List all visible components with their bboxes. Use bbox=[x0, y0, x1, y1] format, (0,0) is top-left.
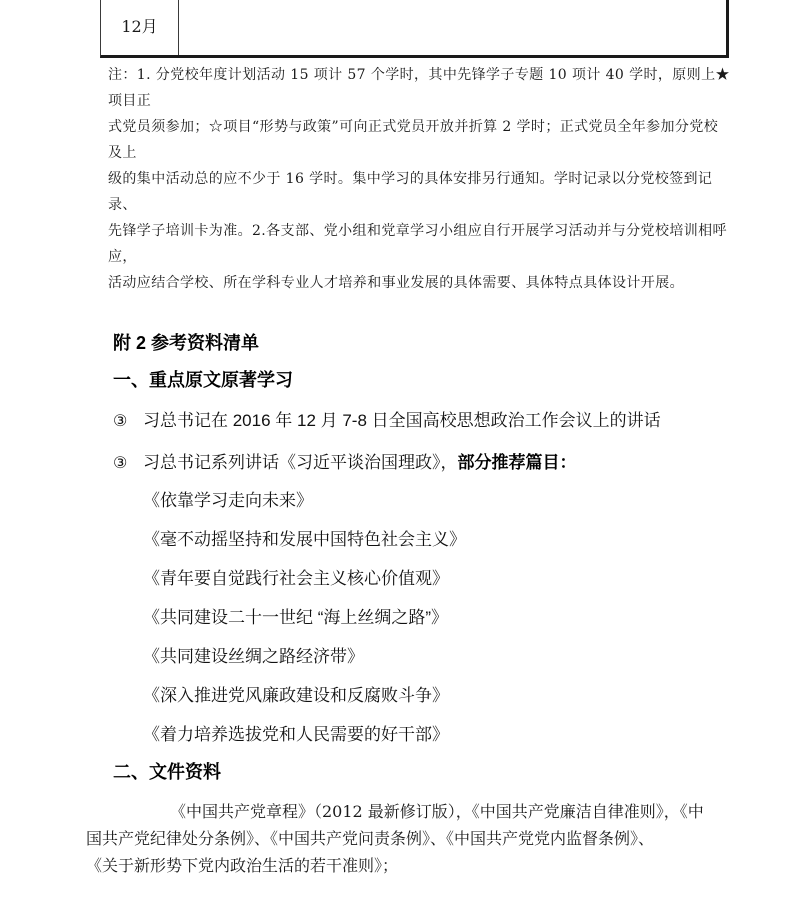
list-item bbox=[113, 448, 577, 473]
note-line: 先锋学子培训卡为准。2.各支部、党小组和党章学习小组应自行开展学习活动并与分党校培训相呼应， bbox=[108, 223, 727, 265]
reference-title: 《共同建设二十一世纪 “海上丝绸之路”》 bbox=[143, 608, 449, 627]
note-line: 式党员须参加；☆项目“形势与政策”可向正式党员开放并折算 2 学时；正式党员全年参加分党校及上 bbox=[108, 119, 719, 161]
appendix-title: 附 2 参考资料清单 bbox=[113, 333, 260, 353]
section1-heading: 一、重点原文原著学习 bbox=[113, 370, 293, 390]
note-line: 级的集中活动总的应不少于 16 学时。集中学习的具体安排另行通知。学时记录以分党校签到记录、 bbox=[108, 171, 713, 213]
table-column-divider bbox=[178, 0, 179, 55]
note-line: 注：1. 分党校年度计划活动 15 项计 57 个学时，其中先锋学子专题 10 项计 40 学时，原则上★项目正 bbox=[108, 67, 730, 109]
schedule-table-fragment bbox=[100, 0, 729, 58]
list-item bbox=[113, 406, 661, 431]
reference-title: 《依靠学习走向未来》 bbox=[143, 491, 313, 510]
note-paragraph bbox=[108, 62, 730, 296]
list-item-text: 习总书记系列讲话《习近平谈治国理政》， bbox=[143, 453, 458, 472]
reference-title: 《毫不动摇坚持和发展中国特色社会主义》 bbox=[143, 530, 466, 549]
reference-title: 《着力培养选拔党和人民需要的好干部》 bbox=[143, 725, 449, 744]
note-line: 活动应结合学校、所在学科专业人才培养和事业发展的具体需要、具体特点具体设计开展。 bbox=[108, 275, 684, 291]
reference-title: 《共同建设丝绸之路经济带》 bbox=[143, 647, 364, 666]
reference-title: 《深入推进党风廉政建设和反腐败斗争》 bbox=[143, 686, 449, 705]
circled-number-icon: ③ bbox=[113, 455, 128, 472]
documents-line: 国共产党纪律处分条例》、《中国共产党问责条例》、《中国共产党党内监督条例》、 bbox=[86, 829, 655, 848]
documents-line: 《中国共产党章程》（2012 最新修订版），《中国共产党廉洁自律准则》，《中 bbox=[170, 802, 704, 821]
reference-list bbox=[143, 481, 466, 754]
reference-title: 《青年要自觉践行社会主义核心价值观》 bbox=[143, 569, 449, 588]
documents-paragraph bbox=[86, 798, 728, 879]
list-item-text: 习总书记在 2016 年 12 月 7-8 日全国高校思想政治工作会议上的讲话 bbox=[143, 411, 661, 430]
table-cell-month: 12月 bbox=[121, 17, 158, 36]
circled-number-icon: ③ bbox=[113, 413, 128, 430]
documents-line: 《关于新形势下党内政治生活的若干准则》； bbox=[86, 856, 399, 875]
section2-heading: 二、文件资料 bbox=[113, 762, 221, 782]
list-item-bold-suffix: 部分推荐篇目： bbox=[457, 453, 577, 472]
